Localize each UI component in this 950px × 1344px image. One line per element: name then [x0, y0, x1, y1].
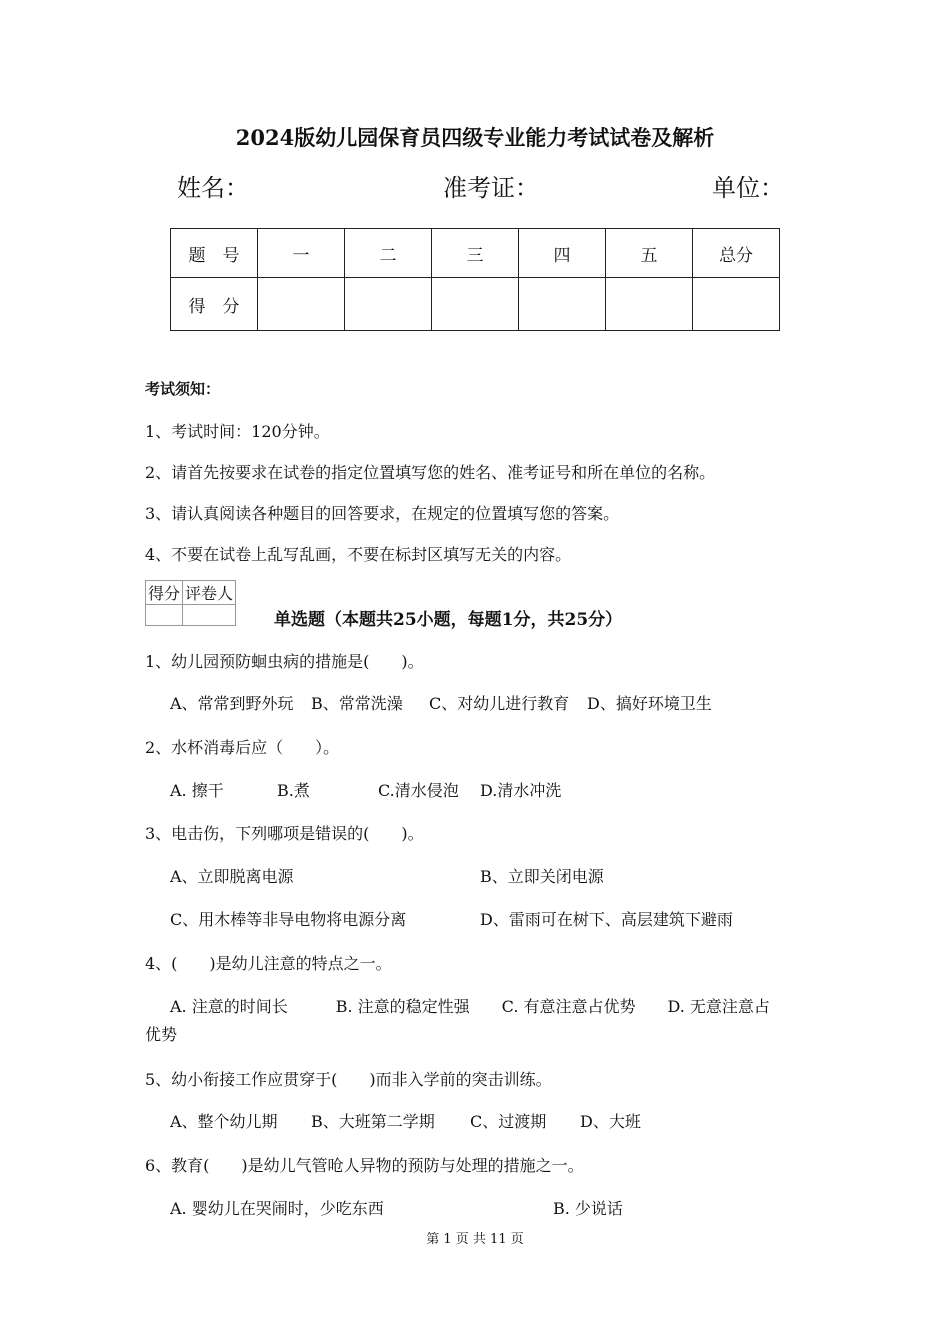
- option-d: D.清水冲洗: [480, 781, 562, 800]
- question-5: 5、幼小衔接工作应贯穿于( )而非入学前的突击训练。: [145, 1070, 552, 1089]
- option-c: C、过渡期: [470, 1112, 547, 1131]
- page-footer: 第 1 页 共 11 页: [426, 1232, 524, 1247]
- section-heading: 单选题（本题共25小题，每题1分，共25分）: [274, 610, 623, 630]
- score-cell: [345, 278, 432, 331]
- notice-item: 2、请首先按要求在试卷的指定位置填写您的姓名、准考证号和所在单位的名称。: [145, 463, 716, 482]
- option-a: A、立即脱离电源: [170, 867, 294, 886]
- question-2: 2、水杯消毒后应（ ）。: [145, 738, 340, 757]
- option-c: C.清水侵泡: [378, 781, 459, 800]
- grader-score-cell: [146, 605, 183, 626]
- option-d: D、大班: [580, 1112, 641, 1131]
- score-cell: [606, 278, 693, 331]
- question-4: 4、( )是幼儿注意的特点之一。: [145, 954, 392, 973]
- notice-item: 4、不要在试卷上乱写乱画，不要在标封区填写无关的内容。: [145, 545, 572, 564]
- score-header-cell: 二: [345, 229, 432, 278]
- score-cell: [693, 278, 780, 331]
- page-title: 2024版幼儿园保育员四级专业能力考试试卷及解析: [235, 125, 715, 150]
- option-d: D、搞好环境卫生: [587, 694, 712, 713]
- name-field-label: 姓名：: [177, 174, 249, 202]
- option-a: A、整个幼儿期: [170, 1112, 278, 1131]
- question-6: 6、教育( )是幼儿气管呛人异物的预防与处理的措施之一。: [145, 1156, 584, 1175]
- score-table-score-row: [171, 278, 780, 331]
- score-cell: [519, 278, 606, 331]
- options-wrap: 优势: [145, 1025, 178, 1044]
- option-a: A. 擦干: [170, 781, 224, 800]
- score-cell: [432, 278, 519, 331]
- option-b: B、常常洗澡: [311, 694, 403, 713]
- grader-name-cell: [183, 605, 236, 626]
- score-header-cell: 总分: [693, 229, 780, 278]
- grader-name-label: 评卷人: [183, 581, 236, 605]
- grader-box: [145, 580, 236, 626]
- score-table-header-row: [171, 229, 780, 278]
- score-header-cell: 一: [258, 229, 345, 278]
- option-b: B. 少说话: [553, 1199, 623, 1218]
- option-a: A、常常到野外玩: [170, 694, 294, 713]
- notice-heading: 考试须知：: [145, 380, 221, 398]
- grader-score-label: 得分: [146, 581, 183, 605]
- score-table: [170, 228, 780, 331]
- notice-item: 3、请认真阅读各种题目的回答要求，在规定的位置填写您的答案。: [145, 504, 620, 523]
- option-c: C、对幼儿进行教育: [429, 694, 570, 713]
- options-line: A. 注意的时间长 B. 注意的稳定性强 C. 有意注意占优势 D. 无意注意占: [170, 997, 770, 1016]
- option-b: B.煮: [277, 781, 310, 800]
- score-row-label: 得 分: [171, 278, 258, 331]
- option-b: B、大班第二学期: [311, 1112, 435, 1131]
- exam-id-field-label: 准考证：: [443, 174, 539, 202]
- question-3: 3、电击伤，下列哪项是错误的( )。: [145, 824, 424, 843]
- question-1: 1、幼儿园预防蛔虫病的措施是( )。: [145, 652, 424, 671]
- option-d: D、雷雨可在树下、高层建筑下避雨: [480, 910, 733, 929]
- score-cell: [258, 278, 345, 331]
- score-header-cell: 题 号: [171, 229, 258, 278]
- option-b: B、立即关闭电源: [480, 867, 604, 886]
- option-c: C、用木棒等非导电物将电源分离: [170, 910, 407, 929]
- option-a: A. 婴幼儿在哭闹时，少吃东西: [170, 1199, 384, 1218]
- notice-item: 1、考试时间：120分钟。: [145, 422, 330, 441]
- score-header-cell: 三: [432, 229, 519, 278]
- score-header-cell: 五: [606, 229, 693, 278]
- unit-field-label: 单位：: [712, 174, 784, 202]
- score-header-cell: 四: [519, 229, 606, 278]
